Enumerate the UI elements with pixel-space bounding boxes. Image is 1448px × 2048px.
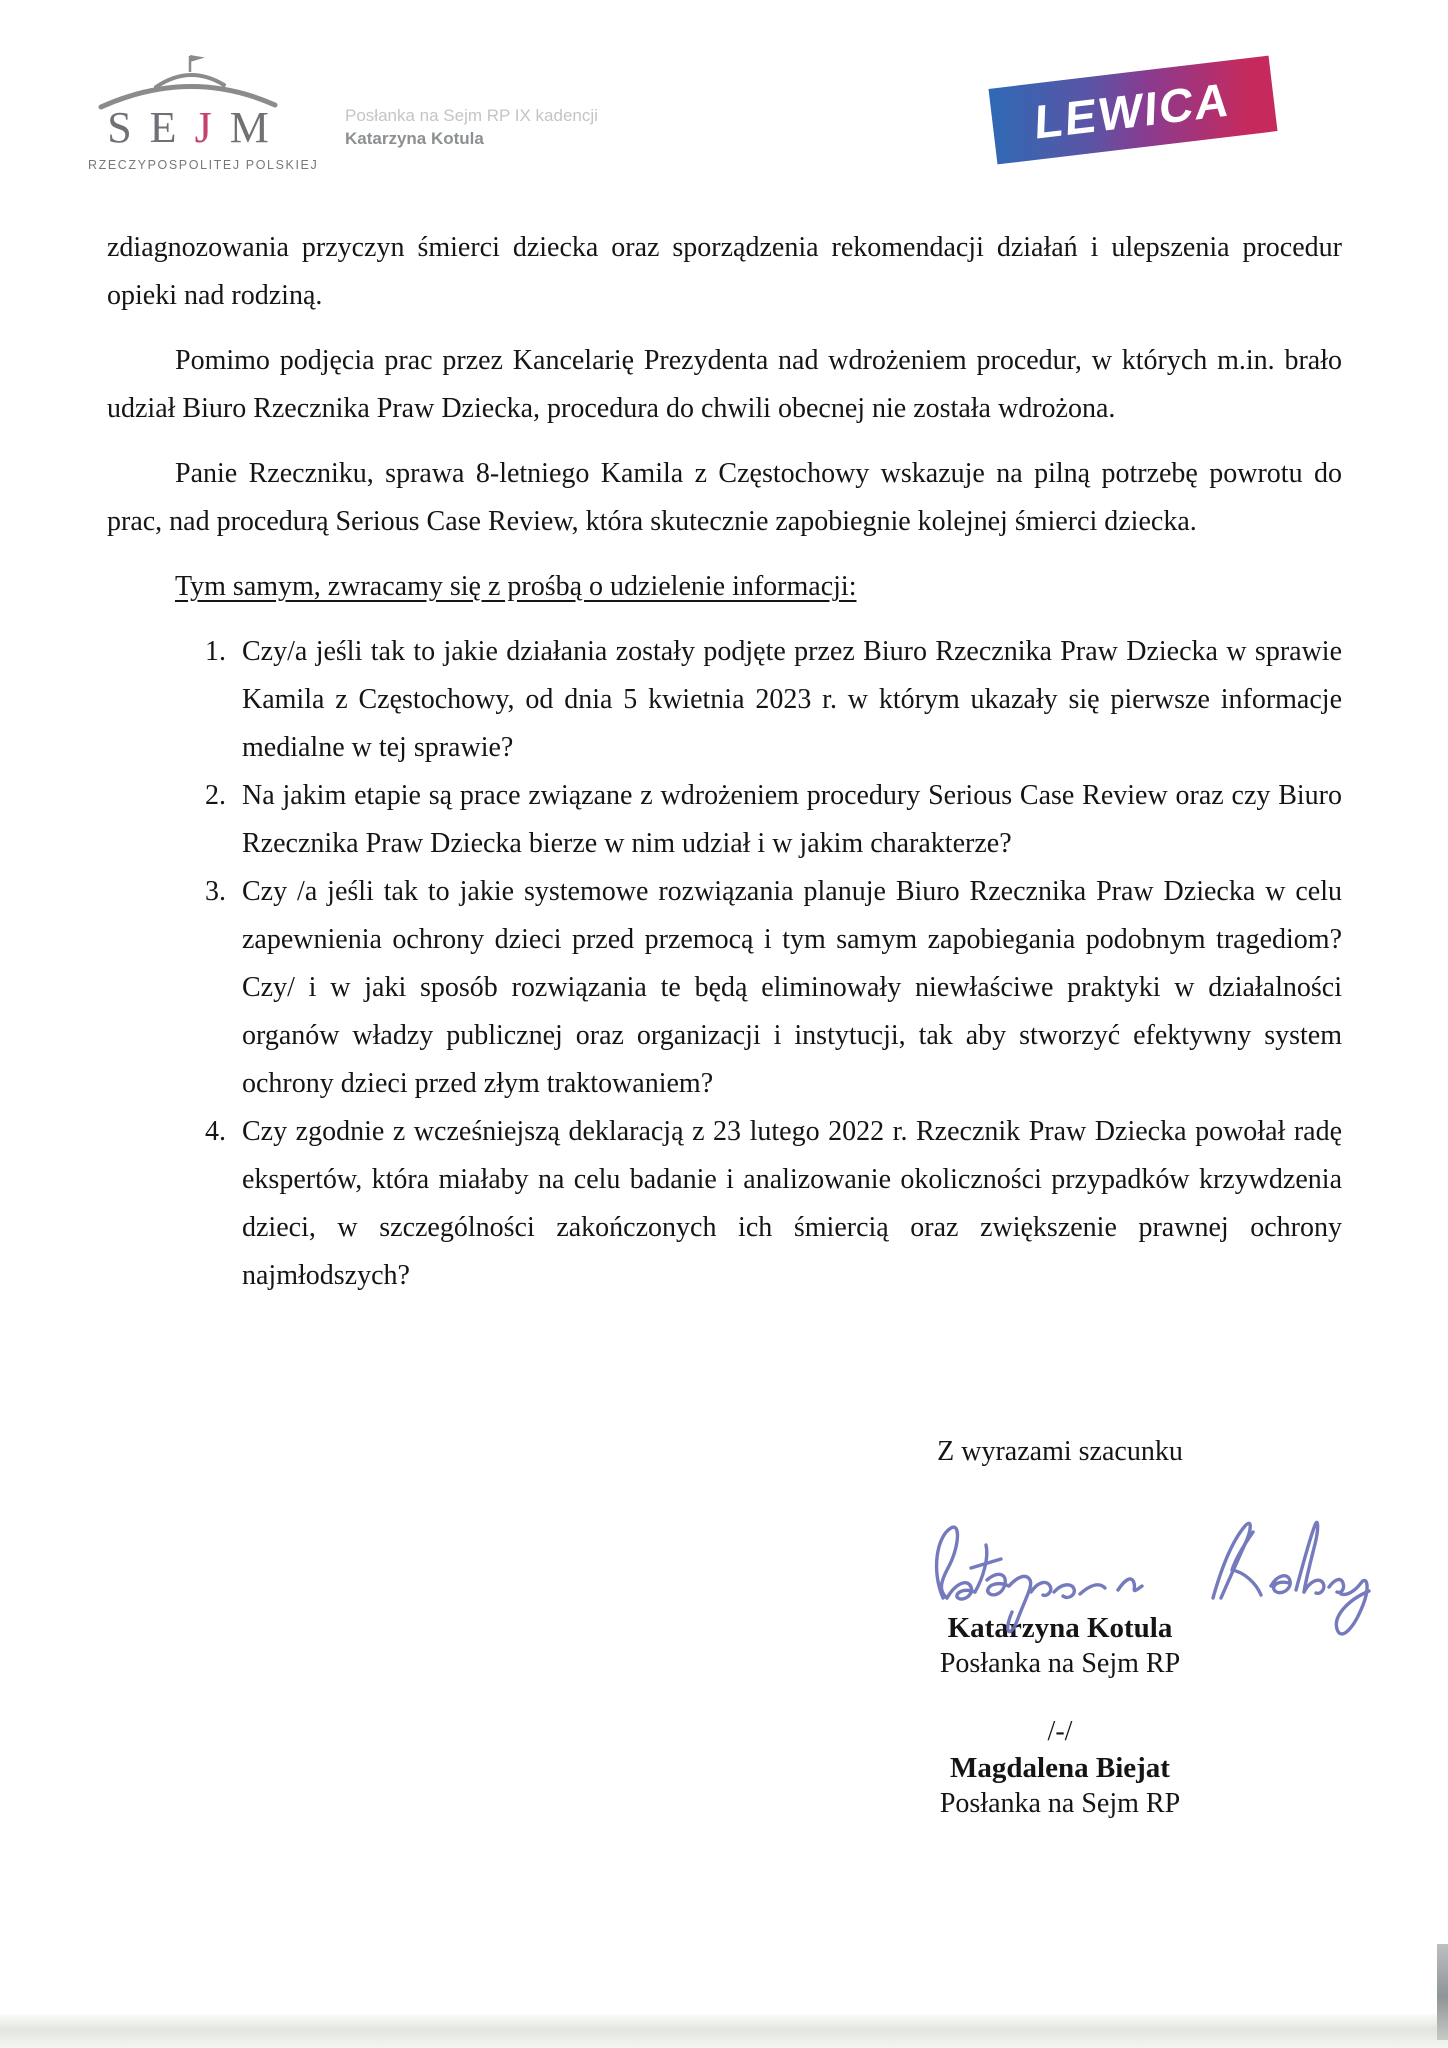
question-number: 4. — [205, 1116, 226, 1147]
sejm-letter-j: J — [194, 103, 230, 152]
question-item — [205, 628, 1342, 772]
signature-block — [855, 1432, 1265, 1822]
question-item — [205, 1108, 1342, 1300]
question-number: 2. — [205, 780, 226, 811]
lewica-logo — [988, 56, 1277, 165]
sejm-letter: M — [229, 103, 287, 152]
question-text: Na jakim etapie są prace związane z wdrożeniem procedury Serious Case Review oraz czy Biuro Rzecznika Praw Dziecka bierze w nim udział i w jakim charakterze? — [242, 780, 1342, 859]
request-heading: Tym samym, zwracamy się z prośbą o udzielenie informacji: — [175, 571, 857, 602]
signature-separator: /-/ — [1047, 1716, 1073, 1747]
lewica-label: LEWICA — [1033, 71, 1233, 149]
question-text: Czy/a jeśli tak to jakie działania zostały podjęte przez Biuro Rzecznika Praw Dziecka w sprawie Kamila z Częstochowy, od dnia 5 kwietnia 2023 r. w którym ukazały się pierwsze informacje medialne w tej sprawie? — [242, 636, 1342, 763]
letter-body — [107, 224, 1342, 1300]
paragraph: Panie Rzeczniku, sprawa 8-letniego Kamila z Częstochowy wskazuje na pilną potrzebę powrotu do prac, nad procedurą Serious Case Review, która skutecznie zapobiegnie kolejnej śmierci dziecka. — [107, 458, 1342, 537]
signer-name: Magdalena Biejat — [950, 1752, 1170, 1784]
question-text: Czy zgodnie z wcześniejszą deklaracją z 23 lutego 2022 r. Rzecznik Praw Dziecka powołał radę ekspertów, która miałaby na celu badanie i analizowanie okoliczności przypadków krzywdzenia dzieci, w szczególności zakończonych ich śmiercią oraz zwiększenie prawnej ochrony najmłodszych? — [242, 1116, 1342, 1291]
question-item — [205, 868, 1342, 1108]
sender-block — [345, 104, 598, 150]
sejm-subtitle: RZECZYPOSPOLITEJ POLSKIEJ — [88, 158, 319, 172]
sender-name: Katarzyna Kotula — [345, 129, 484, 148]
sejm-logo — [88, 50, 319, 172]
question-number: 3. — [205, 876, 226, 907]
handwritten-signature — [913, 1498, 1403, 1673]
signer-title: Posłanka na Sejm RP — [939, 1788, 1181, 1819]
signer-title: Posłanka na Sejm RP — [939, 1648, 1181, 1679]
question-item — [205, 772, 1342, 868]
signer-name: Katarzyna Kotula — [947, 1612, 1173, 1644]
sejm-wordmark — [88, 103, 288, 152]
page-edge-shadow — [1437, 1944, 1448, 2040]
question-list — [205, 628, 1342, 1300]
closing-phrase: Z wyrazami szacunku — [937, 1436, 1183, 1467]
page-bottom-shadow — [0, 2014, 1448, 2048]
paragraph: Pomimo podjęcia prac przez Kancelarię Prezydenta nad wdrożeniem procedur, w których m.in. brało udział Biuro Rzecznika Praw Dziecka, procedura do chwili obecnej nie została wdrożona. — [107, 345, 1342, 424]
question-text: Czy /a jeśli tak to jakie systemowe rozwiązania planuje Biuro Rzecznika Praw Dziecka w celu zapewnienia ochrony dzieci przed przemocą i tym samym zapobiegania podobnym tragediom? Czy/ i w jaki sposób rozwiązania te będą eliminowały niewłaściwe praktyki w działalności organów władzy publicznej oraz organizacji i instytucji, tak aby stworzyć efektywny system ochrony dzieci przed złym traktowaniem? — [242, 876, 1342, 1099]
sejm-letter: S — [107, 103, 150, 152]
paragraph: zdiagnozowania przyczyn śmierci dziecka oraz sporządzenia rekomendacji działań i ulepszenia procedur opieki nad rodziną. — [107, 232, 1342, 311]
sender-role: Posłanka na Sejm RP IX kadencji — [345, 106, 598, 125]
question-number: 1. — [205, 636, 226, 667]
sejm-letter: E — [149, 103, 195, 152]
